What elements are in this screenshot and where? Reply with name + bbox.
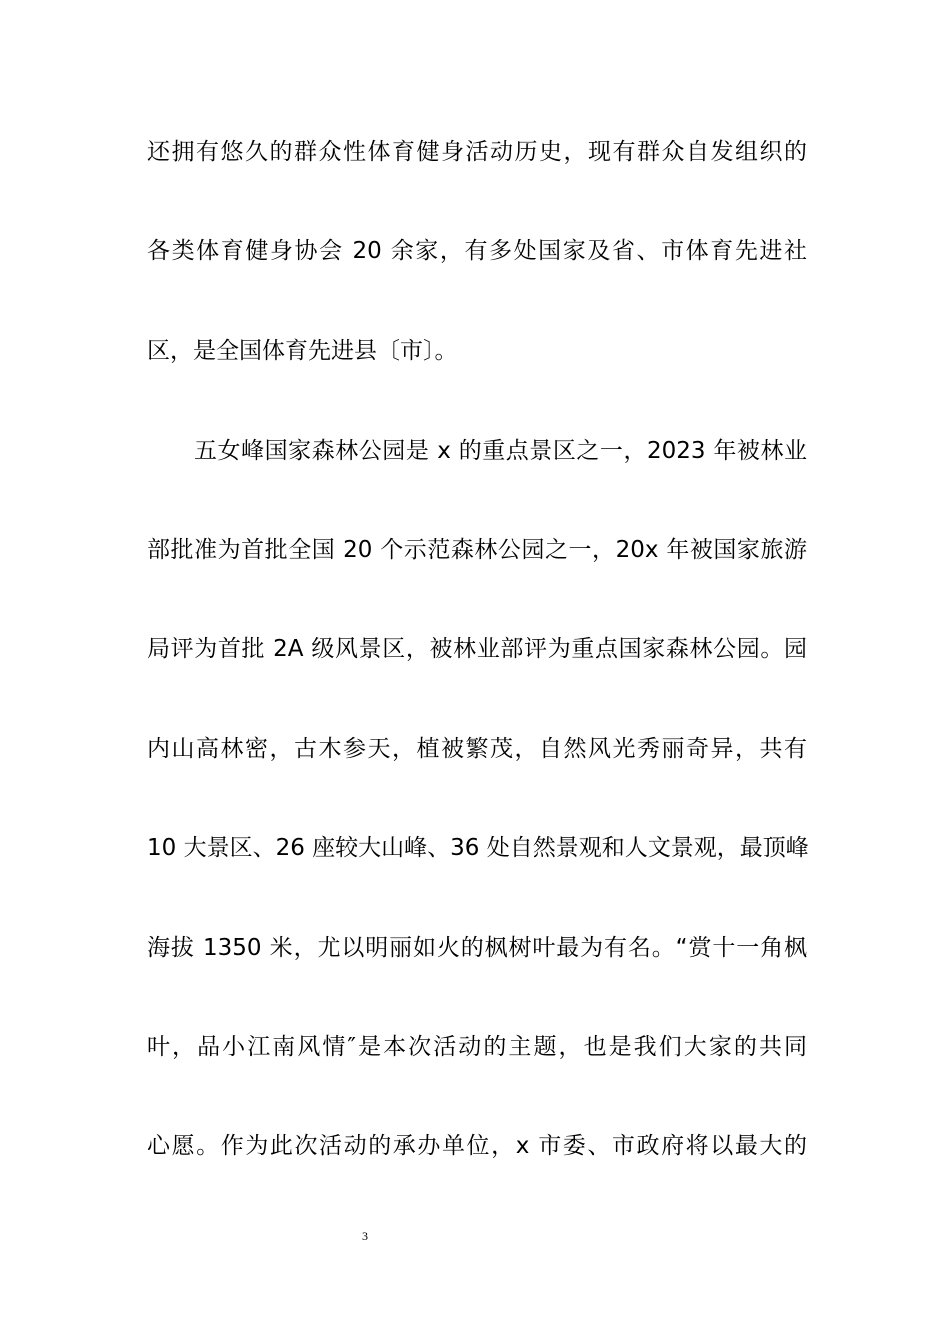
paragraph-line: 区，是全国体育先进县〔市〕。 bbox=[147, 338, 458, 364]
page-number: 3 bbox=[362, 1229, 368, 1243]
paragraph-line: 10 大景区、26 座较大山峰、36 处自然景观和人文景观，最顶峰 bbox=[147, 835, 809, 861]
paragraph-line: 海拔 1350 米，尤以明丽如火的枫树叶最为有名。“赏十一角枫 bbox=[147, 935, 807, 961]
paragraph-line: 叶，品小江南风情″是本次活动的主题，也是我们大家的共同 bbox=[147, 1034, 807, 1060]
paragraph-line: 五女峰国家森林公园是 x 的重点景区之一，2023 年被林业 bbox=[194, 438, 807, 464]
paragraph-line: 局评为首批 2A 级风景区，被林业部评为重点国家森林公园。园 bbox=[147, 636, 807, 662]
paragraph-line: 还拥有悠久的群众性体育健身活动历史，现有群众自发组织的 bbox=[147, 139, 807, 165]
paragraph-line: 心愿。作为此次活动的承办单位，x 市委、市政府将以最大的 bbox=[147, 1133, 807, 1159]
paragraph-line: 各类体育健身协会 20 余家，有多处国家及省、市体育先进社 bbox=[147, 238, 807, 264]
paragraph-line: 部批准为首批全国 20 个示范森林公园之一，20x 年被国家旅游 bbox=[147, 537, 807, 563]
paragraph-line: 内山高林密，古木参天，植被繁茂，自然风光秀丽奇异，共有 bbox=[147, 736, 807, 762]
